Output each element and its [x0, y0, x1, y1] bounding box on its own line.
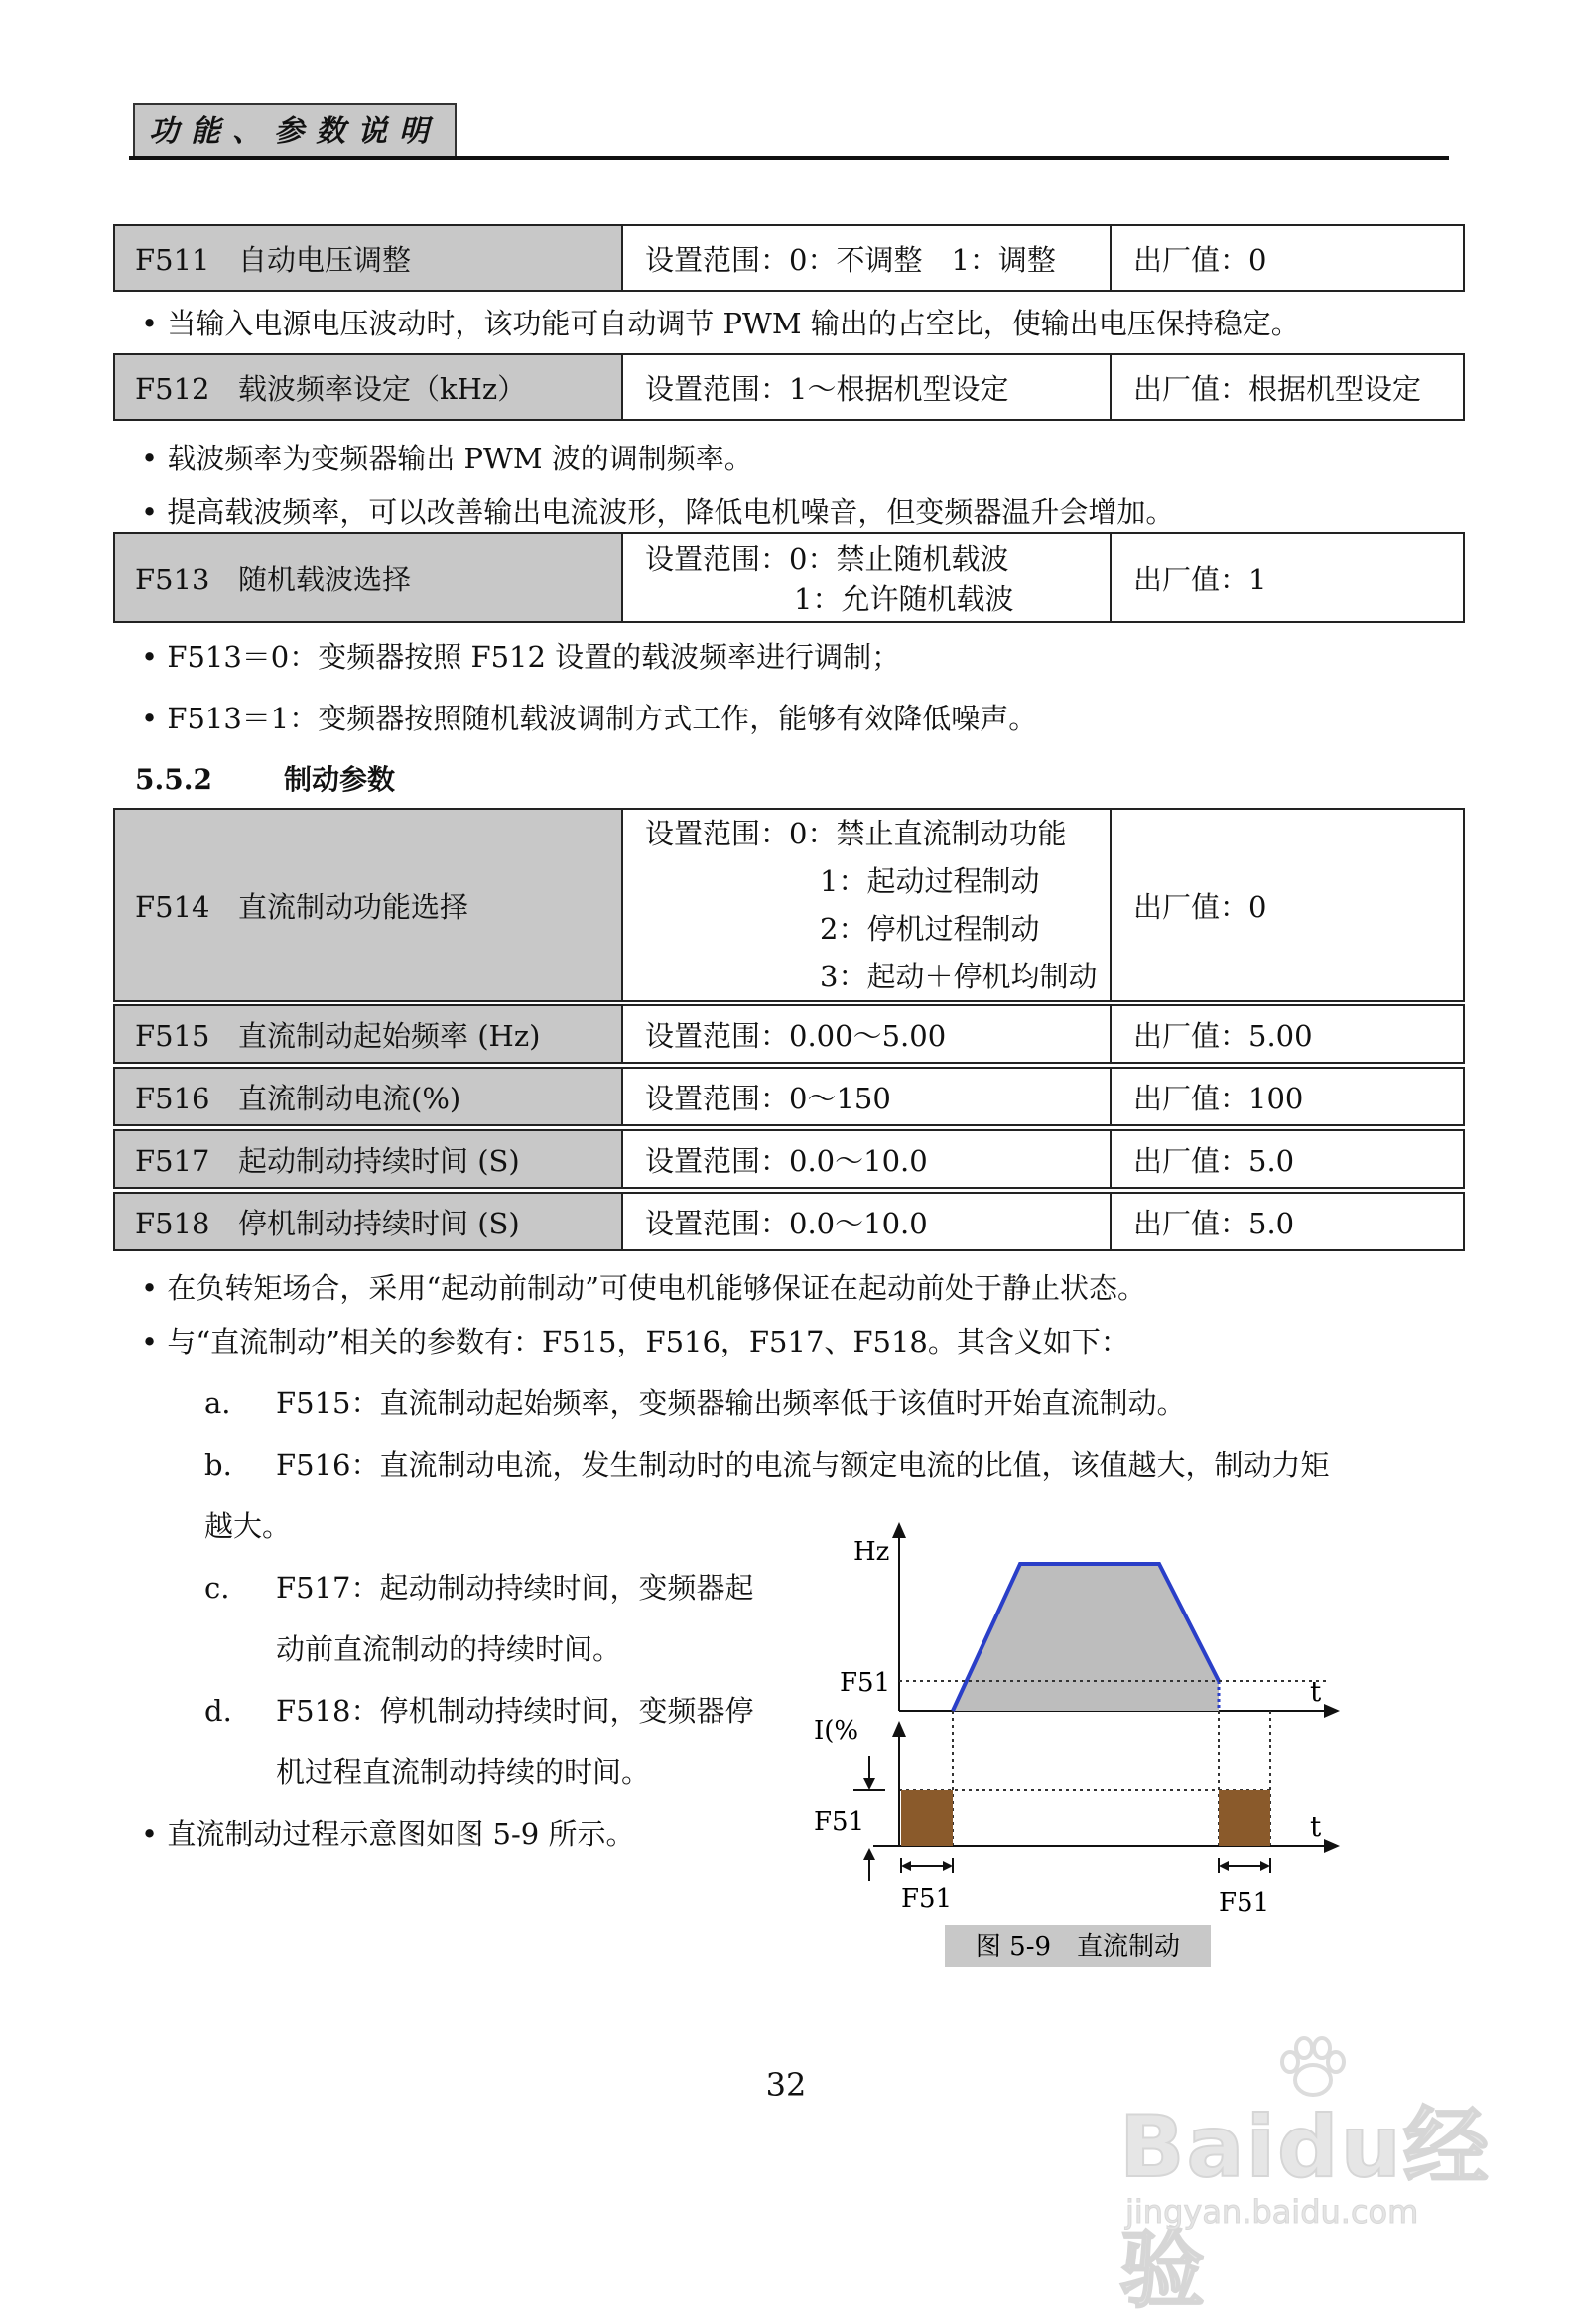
param-name-cell: [114, 1068, 622, 1125]
param-range: 设置范围：1～根据机型设定: [622, 354, 1111, 420]
watermark-url: jingyan.baidu.com: [1125, 2193, 1419, 2231]
t-label-lower: t: [1310, 1810, 1322, 1843]
param-name-cell: [114, 533, 622, 622]
dim-arrow-icon: [901, 1861, 911, 1871]
list-item: [204, 1381, 1185, 1422]
param-code: F518: [135, 1206, 210, 1240]
dim-arrow-icon: [1260, 1861, 1270, 1871]
section-number: 5.5.2: [135, 763, 212, 796]
note: • 载波频率为变频器输出 PWM 波的调制频率。: [141, 442, 753, 475]
baidu-watermark: [1119, 2034, 1497, 2320]
list-label: a.: [204, 1386, 231, 1420]
note: • F513＝0：变频器按照 F512 设置的载波频率进行调制；: [141, 640, 901, 674]
list-item-continuation: 动前直流制动的持续时间。: [276, 1632, 622, 1666]
param-default: 出厂值：1: [1111, 533, 1464, 622]
param-default: 出厂值：5.0: [1111, 1130, 1464, 1188]
param-code: F512: [135, 371, 210, 406]
param-name-cell: [114, 354, 622, 420]
list-item: [204, 1443, 1329, 1484]
param-range-line: 1：允许随机载波: [794, 582, 1014, 616]
param-name-cell: [114, 1130, 622, 1188]
dim-arrow-icon: [1219, 1861, 1229, 1871]
param-code: F517: [135, 1143, 210, 1178]
page-number: 32: [765, 2066, 807, 2104]
param-code: F515: [135, 1018, 210, 1053]
param-range-line: 设置范围：0：禁止随机载波: [645, 542, 1009, 576]
f51-label-bottom-right: F51: [1219, 1888, 1270, 1918]
param-table-f512: [113, 353, 1465, 421]
list-text: F515：直流制动起始频率，变频器输出频率低于该值时开始直流制动。: [276, 1386, 1186, 1420]
param-range-line: 3：起动＋停机均制动: [820, 960, 1098, 993]
param-range-line: 设置范围：0：禁止直流制动功能: [645, 817, 1067, 850]
param-name-cell: [114, 1193, 622, 1250]
param-range: [622, 809, 1111, 1001]
start-brake-block: [901, 1790, 953, 1846]
param-name-cell: [114, 1005, 622, 1063]
param-range: 设置范围：0.0～10.0: [622, 1193, 1111, 1250]
dc-brake-diagram: [794, 1518, 1370, 1975]
note: • F513＝1：变频器按照随机载波调制方式工作，能够有效降低噪声。: [141, 702, 1038, 735]
param-default: 出厂值：100: [1111, 1068, 1464, 1125]
section-header-tab: 功能、参数说明: [133, 103, 457, 157]
param-code: F513: [135, 562, 210, 596]
param-name-cell: [114, 225, 622, 291]
param-name: 载波频率设定（kHz）: [238, 371, 527, 406]
list-label: d.: [204, 1694, 232, 1728]
section-title: 制动参数: [283, 763, 395, 796]
list-text: F517：起动制动持续时间，变频器起: [276, 1571, 754, 1605]
t-axis-lower-arrow-icon: [1324, 1839, 1340, 1853]
param-range: 设置范围：0.0～10.0: [622, 1130, 1111, 1188]
param-table-f514: [113, 808, 1465, 1002]
param-code: F516: [135, 1081, 210, 1115]
param-default: 出厂值：5.00: [1111, 1005, 1464, 1063]
header-rule: [129, 156, 1449, 160]
param-table-f516: [113, 1067, 1465, 1126]
param-default: 出厂值：0: [1111, 225, 1464, 291]
list-label: b.: [204, 1448, 232, 1482]
param-table-f511: [113, 224, 1465, 292]
note: • 提高载波频率，可以改善输出电流波形，降低电机噪音，但变频器温升会增加。: [141, 495, 1175, 529]
param-name: 直流制动电流(%): [238, 1081, 461, 1115]
param-name: 起动制动持续时间 (S): [238, 1143, 520, 1178]
frequency-profile-fill: [953, 1564, 1219, 1711]
hz-axis-arrow-icon: [892, 1522, 906, 1538]
param-range: 设置范围：0.00～5.00: [622, 1005, 1111, 1063]
dim-arrow-icon: [863, 1848, 875, 1860]
list-text: F516：直流制动电流，发生制动时的电流与额定电流的比值，该值越大，制动力矩: [276, 1448, 1330, 1482]
list-item: [204, 1689, 753, 1730]
stop-brake-block: [1219, 1790, 1270, 1846]
param-table-f518: [113, 1192, 1465, 1251]
f51-label-top: F51: [840, 1668, 891, 1698]
figure-caption: 图 5-9 直流制动: [975, 1932, 1181, 1962]
hz-label: Hz: [853, 1537, 890, 1567]
param-name: 直流制动功能选择: [238, 889, 469, 924]
param-default: 出厂值：根据机型设定: [1111, 354, 1464, 420]
current-label: I(%: [814, 1716, 859, 1745]
note: • 直流制动过程示意图如图 5-9 所示。: [141, 1817, 635, 1851]
param-range: 设置范围：0：不调整 1：调整: [622, 225, 1111, 291]
param-default: 出厂值：0: [1111, 809, 1464, 1001]
i-axis-arrow-icon: [892, 1721, 906, 1737]
param-code: F514: [135, 889, 210, 924]
param-table-f513: [113, 532, 1465, 623]
param-name: 自动电压调整: [238, 242, 412, 277]
param-code: F511: [135, 242, 210, 277]
f51-label-mid: F51: [814, 1807, 865, 1837]
t-label-upper: t: [1310, 1675, 1322, 1708]
param-range: 设置范围：0～150: [622, 1068, 1111, 1125]
f51-label-bottom-left: F51: [901, 1884, 953, 1914]
param-name: 随机载波选择: [238, 562, 412, 596]
param-name: 直流制动起始频率 (Hz): [238, 1018, 541, 1053]
note: • 与“直流制动”相关的参数有：F515，F516，F517、F518。其含义如下：: [141, 1325, 1129, 1358]
list-label: c.: [204, 1571, 230, 1605]
watermark-logo: Baidu经验: [1119, 2098, 1491, 2320]
param-range: [622, 533, 1111, 622]
param-default: 出厂值：5.0: [1111, 1193, 1464, 1250]
dim-arrow-icon: [943, 1861, 953, 1871]
param-range-line: 1：起动过程制动: [820, 864, 1040, 898]
param-table-f517: [113, 1129, 1465, 1189]
note: • 当输入电源电压波动时，该功能可自动调节 PWM 输出的占空比，使输出电压保持稳定。: [141, 307, 1300, 340]
param-table-f515: [113, 1004, 1465, 1064]
note: • 在负转矩场合，采用“起动前制动”可使电机能够保证在起动前处于静止状态。: [141, 1271, 1146, 1305]
list-item-continuation: 机过程直流制动持续的时间。: [276, 1755, 651, 1789]
dim-arrow-icon: [863, 1778, 875, 1790]
t-axis-upper-arrow-icon: [1324, 1704, 1340, 1718]
param-name-cell: [114, 809, 622, 1001]
list-item-continuation: 越大。: [204, 1509, 292, 1543]
section-heading: [135, 758, 395, 798]
list-item: [204, 1566, 753, 1607]
param-range-line: 2：停机过程制动: [820, 912, 1040, 946]
param-name: 停机制动持续时间 (S): [238, 1206, 520, 1240]
list-text: F518：停机制动持续时间，变频器停: [276, 1694, 754, 1728]
